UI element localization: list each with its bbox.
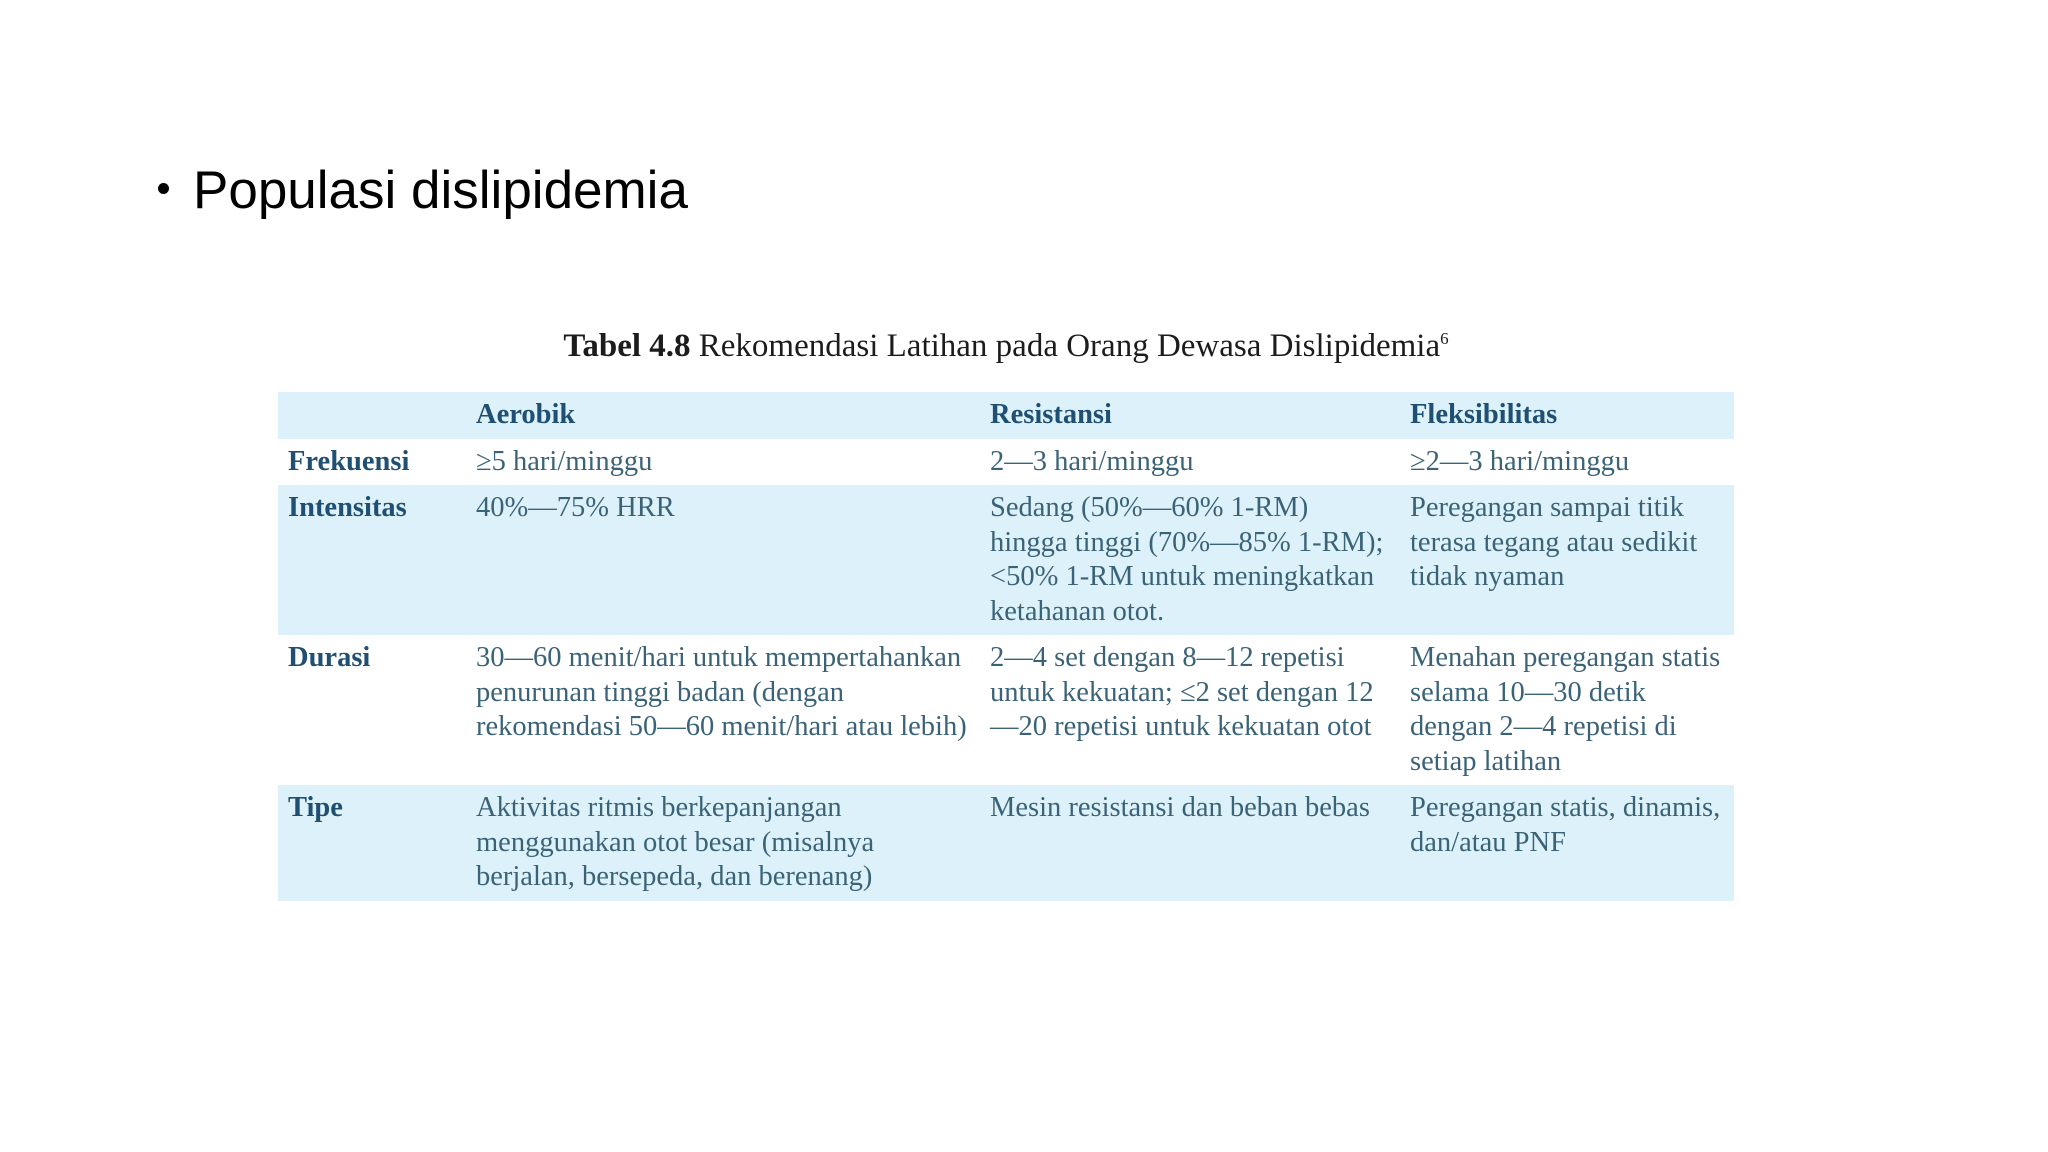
table-cell: ≥5 hari/minggu (476, 445, 653, 477)
table-header-row (278, 392, 1734, 439)
table-row (278, 785, 1734, 901)
table-title-text: Rekomendasi Latihan pada Orang Dewasa Dislipidemia (698, 328, 1441, 364)
table-title-superscript: 6 (1440, 329, 1449, 348)
table-title-number: Tabel 4.8 (563, 328, 691, 364)
table-figure (278, 316, 1734, 936)
table-title (278, 328, 1734, 365)
table-cell: Peregangan sampai titik terasa tegang atau sedikit tidak nyaman (1410, 492, 1698, 592)
bullet-text: Populasi dislipidemia (193, 161, 688, 220)
recommendation-table (278, 392, 1734, 901)
table-cell: 2—4 set dengan 8—12 repetisi untuk kekuatan; ≤2 set dengan 12—20 repetisi untuk kekuatan otot (990, 642, 1374, 742)
bullet-dot-icon (158, 183, 169, 194)
table-cell: ≥2—3 hari/minggu (1410, 445, 1630, 477)
header-cell-resistansi: Resistansi (990, 399, 1112, 430)
row-label-durasi: Durasi (288, 642, 371, 673)
row-label-tipe: Tipe (288, 792, 343, 823)
table-cell: Peregangan statis, dinamis, dan/atau PNF (1410, 792, 1721, 858)
table-cell: Sedang (50%—60% 1-RM) hingga tinggi (70%—85% 1-RM); <50% 1-RM untuk meningkatkan ketahanan otot. (990, 492, 1384, 627)
table-cell: Aktivitas ritmis berkepanjangan menggunakan otot besar (misalnya berjalan, bersepeda, dan berenang) (476, 792, 875, 892)
table-cell: Mesin resistansi dan beban bebas (990, 792, 1370, 823)
header-cell-empty (278, 392, 466, 439)
table-cell: Menahan peregangan statis selama 10—30 detik dengan 2—4 repetisi di setiap latihan (1410, 642, 1721, 777)
table-row (278, 635, 1734, 785)
bullet-item (158, 160, 688, 221)
header-cell-aerobik: Aerobik (476, 399, 576, 430)
table-cell: 40%—75% HRR (476, 492, 675, 523)
table-row (278, 439, 1734, 486)
header-cell-fleksibilitas: Fleksibilitas (1410, 399, 1558, 430)
row-label-intensitas: Intensitas (288, 492, 407, 523)
table-cell: 30—60 menit/hari untuk mempertahankan penurunan tinggi badan (dengan rekomendasi 50—60 menit/hari atau lebih) (476, 642, 967, 742)
row-label-frekuensi: Frekuensi (288, 445, 410, 477)
table-row (278, 485, 1734, 635)
table-cell: 2—3 hari/minggu (990, 445, 1194, 477)
